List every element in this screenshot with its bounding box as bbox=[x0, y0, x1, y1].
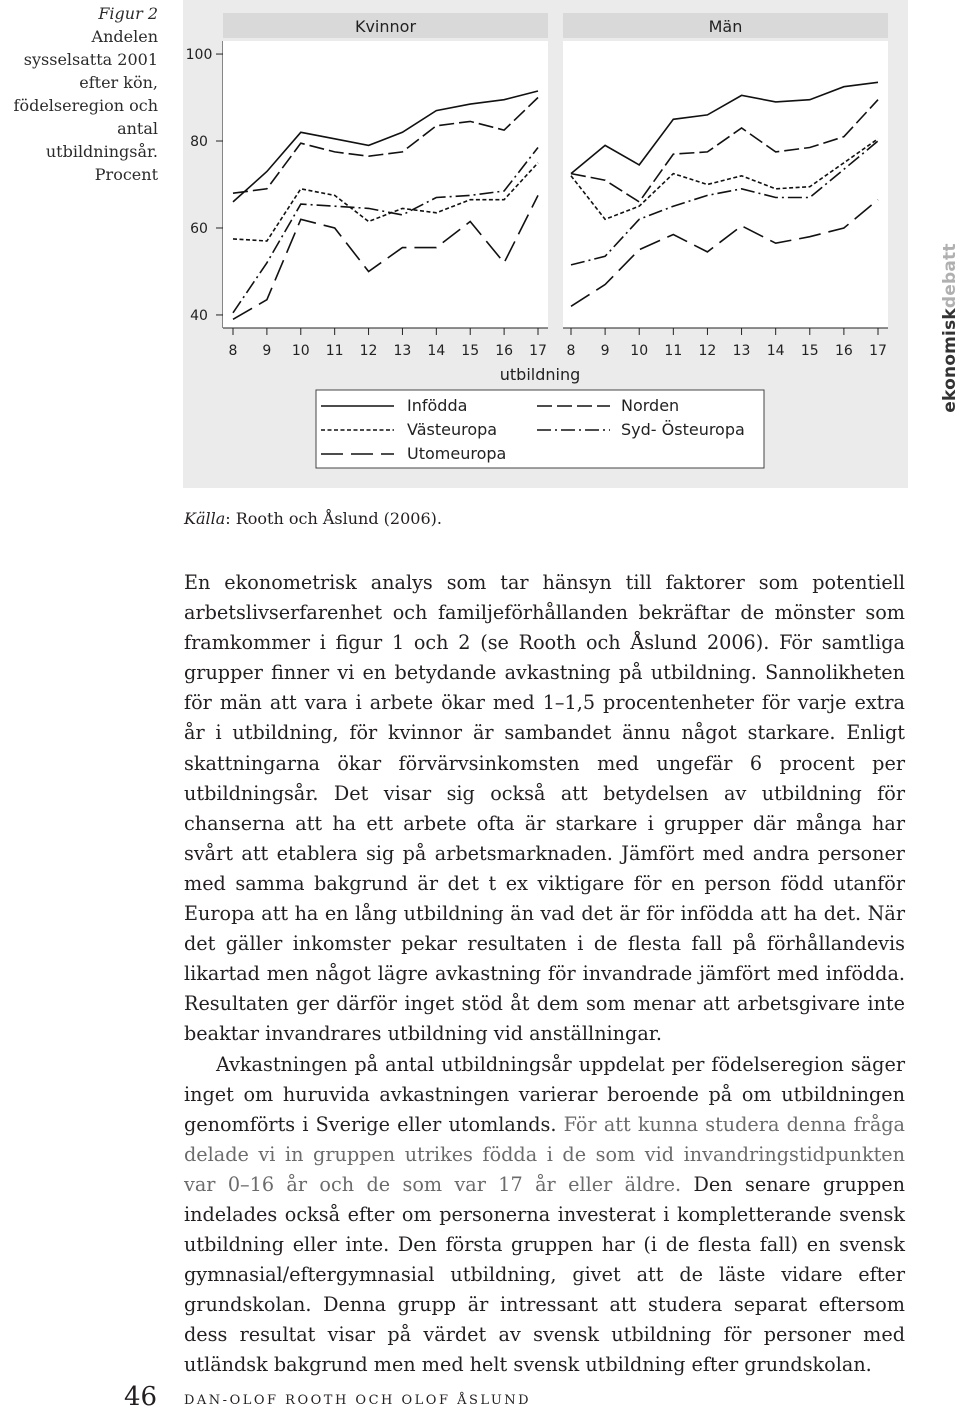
plot-area bbox=[223, 41, 548, 328]
y-tick-label: 60 bbox=[190, 220, 208, 237]
x-tick-label: 13 bbox=[393, 343, 412, 359]
brand-part2: debatt bbox=[940, 243, 960, 309]
x-tick-label: 16 bbox=[495, 343, 514, 359]
legend-label: Syd- Östeuropa bbox=[621, 420, 745, 439]
x-axis-label: utbildning bbox=[499, 365, 581, 384]
running-head: DAN-OLOF ROOTH OCH OLOF ÅSLUND bbox=[184, 1393, 532, 1408]
legend-label: Utomeuropa bbox=[407, 444, 507, 463]
highlighted-text: För att kunna studera denna fråga delade vi in gruppen utrikes födda i de som vid invandringstidpunkten var 0–16 år och de som var 17 år eller äldre. bbox=[184, 1112, 905, 1196]
x-tick-label: 12 bbox=[698, 343, 717, 359]
x-tick-label: 11 bbox=[664, 343, 683, 359]
source-note bbox=[184, 509, 442, 528]
panel-title: Män bbox=[708, 17, 743, 36]
y-tick-label: 80 bbox=[190, 134, 208, 151]
x-tick-label: 17 bbox=[529, 343, 547, 359]
x-tick-label: 8 bbox=[228, 343, 238, 359]
brand-logo bbox=[940, 243, 960, 413]
paragraph bbox=[184, 1050, 905, 1381]
x-tick-label: 9 bbox=[600, 343, 610, 359]
y-tick-label: 40 bbox=[190, 307, 208, 324]
panel-title: Kvinnor bbox=[354, 17, 417, 36]
x-tick-label: 10 bbox=[291, 343, 310, 359]
x-tick-label: 8 bbox=[566, 343, 576, 359]
x-tick-label: 15 bbox=[461, 343, 480, 359]
line-chart bbox=[183, 0, 908, 488]
legend-label: Norden bbox=[621, 396, 680, 415]
figure-caption bbox=[0, 2, 158, 186]
x-tick-label: 15 bbox=[800, 343, 819, 359]
paragraph-text: Den senare gruppen indelades också efter om personerna investerat i kompletterande svensk utbildning eller inte. Den första gruppen har (i de flesta fall) en svensk gymnasial/eftergymnasial utbildning, givet att de läste vidare efter grundskolan. Denna grupp är intressant att studera separat eftersom dess resultat visar på värdet av svensk utbildning för personer med utländsk bakgrund men med helt svensk utbildning efter grundskolan. bbox=[184, 1172, 905, 1377]
x-tick-label: 13 bbox=[732, 343, 751, 359]
legend-label: Infödda bbox=[407, 396, 468, 415]
paragraph-text: En ekonometrisk analys som tar hänsyn till faktorer som potentiell arbetslivserfarenhet och familjeförhållanden bekräftar de mönster som framkommer i figur 1 och 2 (se Rooth och Åslund 2006). För samtliga grupper finner vi en betydande avkastning på utbildning. Sannolikheten för män att vara i arbete ökar med 1–1,5 procentenheter för varje extra år i utbildning, för kvinnor är sambandet ännu något starkare. Enligt skattningarna ökar förvärvsinkomsten med ungefär 6 procent per utbildningsår. Det visar sig också att betydelsen av utbildning för chanserna att ha ett arbete ofta är starkare i grupper där många har svårt att etablera sig på arbetsmarknaden. Jämfört med andra personer med samma bakgrund är det t ex viktigare för en person född utanför Europa att ha en lång utbildning än vad det är för infödda att ha det. När det gäller inkomster pekar resultaten i de flesta fall på förhållandevis likartad men något lägre avkastning för invandrade jämfört med infödda. Resultaten ger därför inget stöd åt dem som menar att arbetsgivare inte beaktar invandrares utbildning vid anställningar. bbox=[184, 571, 905, 1046]
x-tick-label: 14 bbox=[427, 343, 446, 359]
brand-part1: ekonomisk bbox=[940, 308, 960, 413]
source-label: Källa bbox=[184, 509, 226, 528]
page-number: 46 bbox=[124, 1382, 158, 1412]
x-tick-label: 10 bbox=[630, 343, 649, 359]
x-tick-label: 16 bbox=[834, 343, 853, 359]
source-text: : Rooth och Åslund (2006). bbox=[225, 509, 442, 528]
paragraph bbox=[184, 568, 905, 1050]
body-text bbox=[184, 568, 905, 1381]
x-tick-label: 11 bbox=[325, 343, 344, 359]
x-tick-label: 12 bbox=[359, 343, 378, 359]
x-tick-label: 17 bbox=[869, 343, 887, 359]
legend-label: Västeuropa bbox=[407, 420, 498, 439]
x-tick-label: 9 bbox=[262, 343, 272, 359]
paragraph-text: Avkastningen på antal utbildningsår uppdelat per födelseregion säger inget om huruvida avkastningen varierar beroende på om utbildningen genomförts i Sverige eller utomlands. bbox=[184, 1052, 905, 1136]
x-tick-label: 14 bbox=[766, 343, 785, 359]
chart-container bbox=[183, 0, 908, 488]
y-tick-label: 100 bbox=[185, 47, 213, 64]
figure-caption-text: Andelen sysselsatta 2001 efter kön, födelseregion och antal utbildningsår. Procent bbox=[13, 27, 158, 184]
figure-label: Figur 2 bbox=[98, 4, 158, 23]
